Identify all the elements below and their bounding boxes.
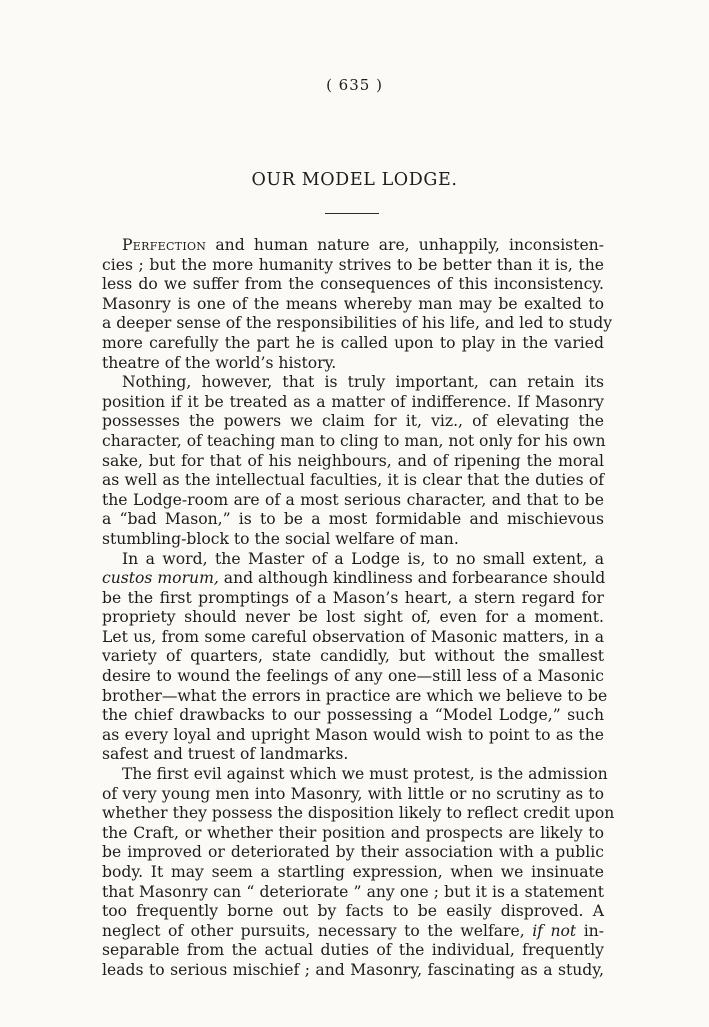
text-line (102, 785, 604, 805)
line-text: that Masonry can “ deteriorate ” any one ; but it is a statement (102, 882, 604, 901)
line-text: cies ; but the more humanity strives to be better than it is, the (102, 255, 604, 274)
line-text: body. It may seem a startling expression, when we insinuate (102, 863, 604, 881)
text-line (102, 452, 604, 472)
text-line (102, 824, 604, 844)
text-line (102, 354, 604, 374)
line-text: less do we suffer from the consequences of this inconsistency. (102, 275, 604, 294)
page-number: ( 635 ) (326, 76, 383, 94)
text-line (102, 745, 604, 765)
lead-word: Perfection (122, 236, 207, 254)
line-text: a “bad Mason,” is to be a most formidable and mischievous (102, 510, 604, 529)
line-text: brother—what the errors in practice are which we believe to be (102, 686, 608, 705)
line-text: and human nature are, unhappily, inconsisten- (206, 236, 604, 254)
text-line (102, 314, 613, 334)
line-text: the Craft, or whether their position and prospects are likely to (102, 823, 604, 842)
text-line (102, 628, 604, 648)
line-text: as every loyal and upright Mason would wish to point to as the (102, 725, 604, 744)
line-text: neglect of other pursuits, necessary to the welfare, (102, 921, 533, 940)
text-line (102, 569, 604, 589)
text-line (102, 608, 604, 628)
text-line (102, 961, 604, 981)
line-text: separable from the actual duties of the individual, frequently (102, 941, 604, 960)
text-line (102, 510, 604, 530)
line-text: propriety should never be lost sight of, even for a moment. (102, 608, 604, 627)
text-line (102, 236, 604, 256)
text-line (102, 883, 604, 903)
line-text: of very young men into Masonry, with little or no scrutiny as to (102, 784, 604, 803)
line-text: and although kindliness and forbearance should (218, 569, 606, 588)
line-text: in- (576, 921, 604, 940)
text-line (102, 863, 604, 883)
line-text: position if it be treated as a matter of indifference. If Masonry (102, 392, 604, 411)
text-line (102, 334, 604, 354)
title-divider-rule (325, 213, 379, 214)
line-text: a deeper sense of the responsibilities of his life, and led to study (102, 314, 613, 333)
text-line (102, 589, 604, 609)
text-line (102, 647, 604, 667)
line-text: variety of quarters, state candidly, but without the smallest (102, 647, 604, 666)
text-line (102, 471, 604, 491)
line-text: Nothing, however, that is truly important, can retain its (122, 373, 604, 392)
text-line (102, 686, 608, 707)
line-text: stumbling-block to the social welfare of man. (102, 529, 459, 548)
text-line (102, 706, 604, 726)
line-text: the Lodge-room are of a most serious character, and that to be (102, 490, 604, 509)
text-line (102, 550, 604, 570)
line-text: possesses the powers we claim for it, viz., of elevating the (102, 412, 604, 431)
text-line (102, 530, 604, 550)
article-title: OUR MODEL LODGE. (251, 170, 458, 190)
text-line (102, 275, 604, 295)
line-text: sake, but for that of his neighbours, and of ripening the moral (102, 451, 604, 470)
line-text: In a word, the Master of a Lodge is, to no small extent, a (122, 549, 604, 568)
text-line (102, 256, 604, 276)
italic-phrase: custos morum, (102, 569, 219, 588)
text-line (102, 726, 604, 746)
line-text: Let us, from some careful observation of Masonic matters, in a (102, 627, 604, 646)
line-text: leads to serious mischief ; and Masonry, fascinating as a study, (102, 960, 604, 979)
text-line (102, 393, 604, 413)
line-text: The first evil against which we must protest, is the admission (122, 765, 608, 784)
line-text: character, of teaching man to cling to man, not only for his own (102, 431, 606, 450)
line-text: be improved or deteriorated by their association with a public (102, 843, 604, 862)
line-text: theatre of the world’s history. (102, 353, 337, 372)
text-line (102, 765, 608, 785)
text-line (102, 412, 604, 432)
line-text: be the first promptings of a Mason’s heart, a stern regard for (102, 588, 604, 607)
line-text: Masonry is one of the means whereby man may be exalted to (102, 294, 604, 313)
line-text: desire to wound the feelings of any one—still less of a Masonic (102, 667, 604, 686)
italic-phrase: if not (532, 921, 577, 940)
text-line (102, 667, 604, 687)
line-text: too frequently borne out by facts to be easily disproved. A (102, 902, 604, 921)
text-line (102, 922, 604, 942)
text-line (102, 843, 604, 863)
line-text: safest and truest of landmarks. (102, 745, 349, 764)
article-body (102, 236, 615, 981)
text-line (102, 373, 604, 393)
text-line (102, 491, 604, 511)
line-text: whether they possess the disposition likely to reflect credit upon (102, 804, 615, 823)
text-line (102, 941, 604, 961)
text-line (102, 804, 615, 824)
line-text: the chief drawbacks to our possessing a “Model Lodge,” such (102, 706, 604, 725)
text-line (102, 295, 604, 315)
line-text: more carefully the part he is called upon to play in the varied (102, 333, 604, 352)
text-line (102, 432, 604, 452)
text-line (102, 902, 604, 922)
line-text: as well as the intellectual faculties, it is clear that the duties of (102, 471, 604, 490)
